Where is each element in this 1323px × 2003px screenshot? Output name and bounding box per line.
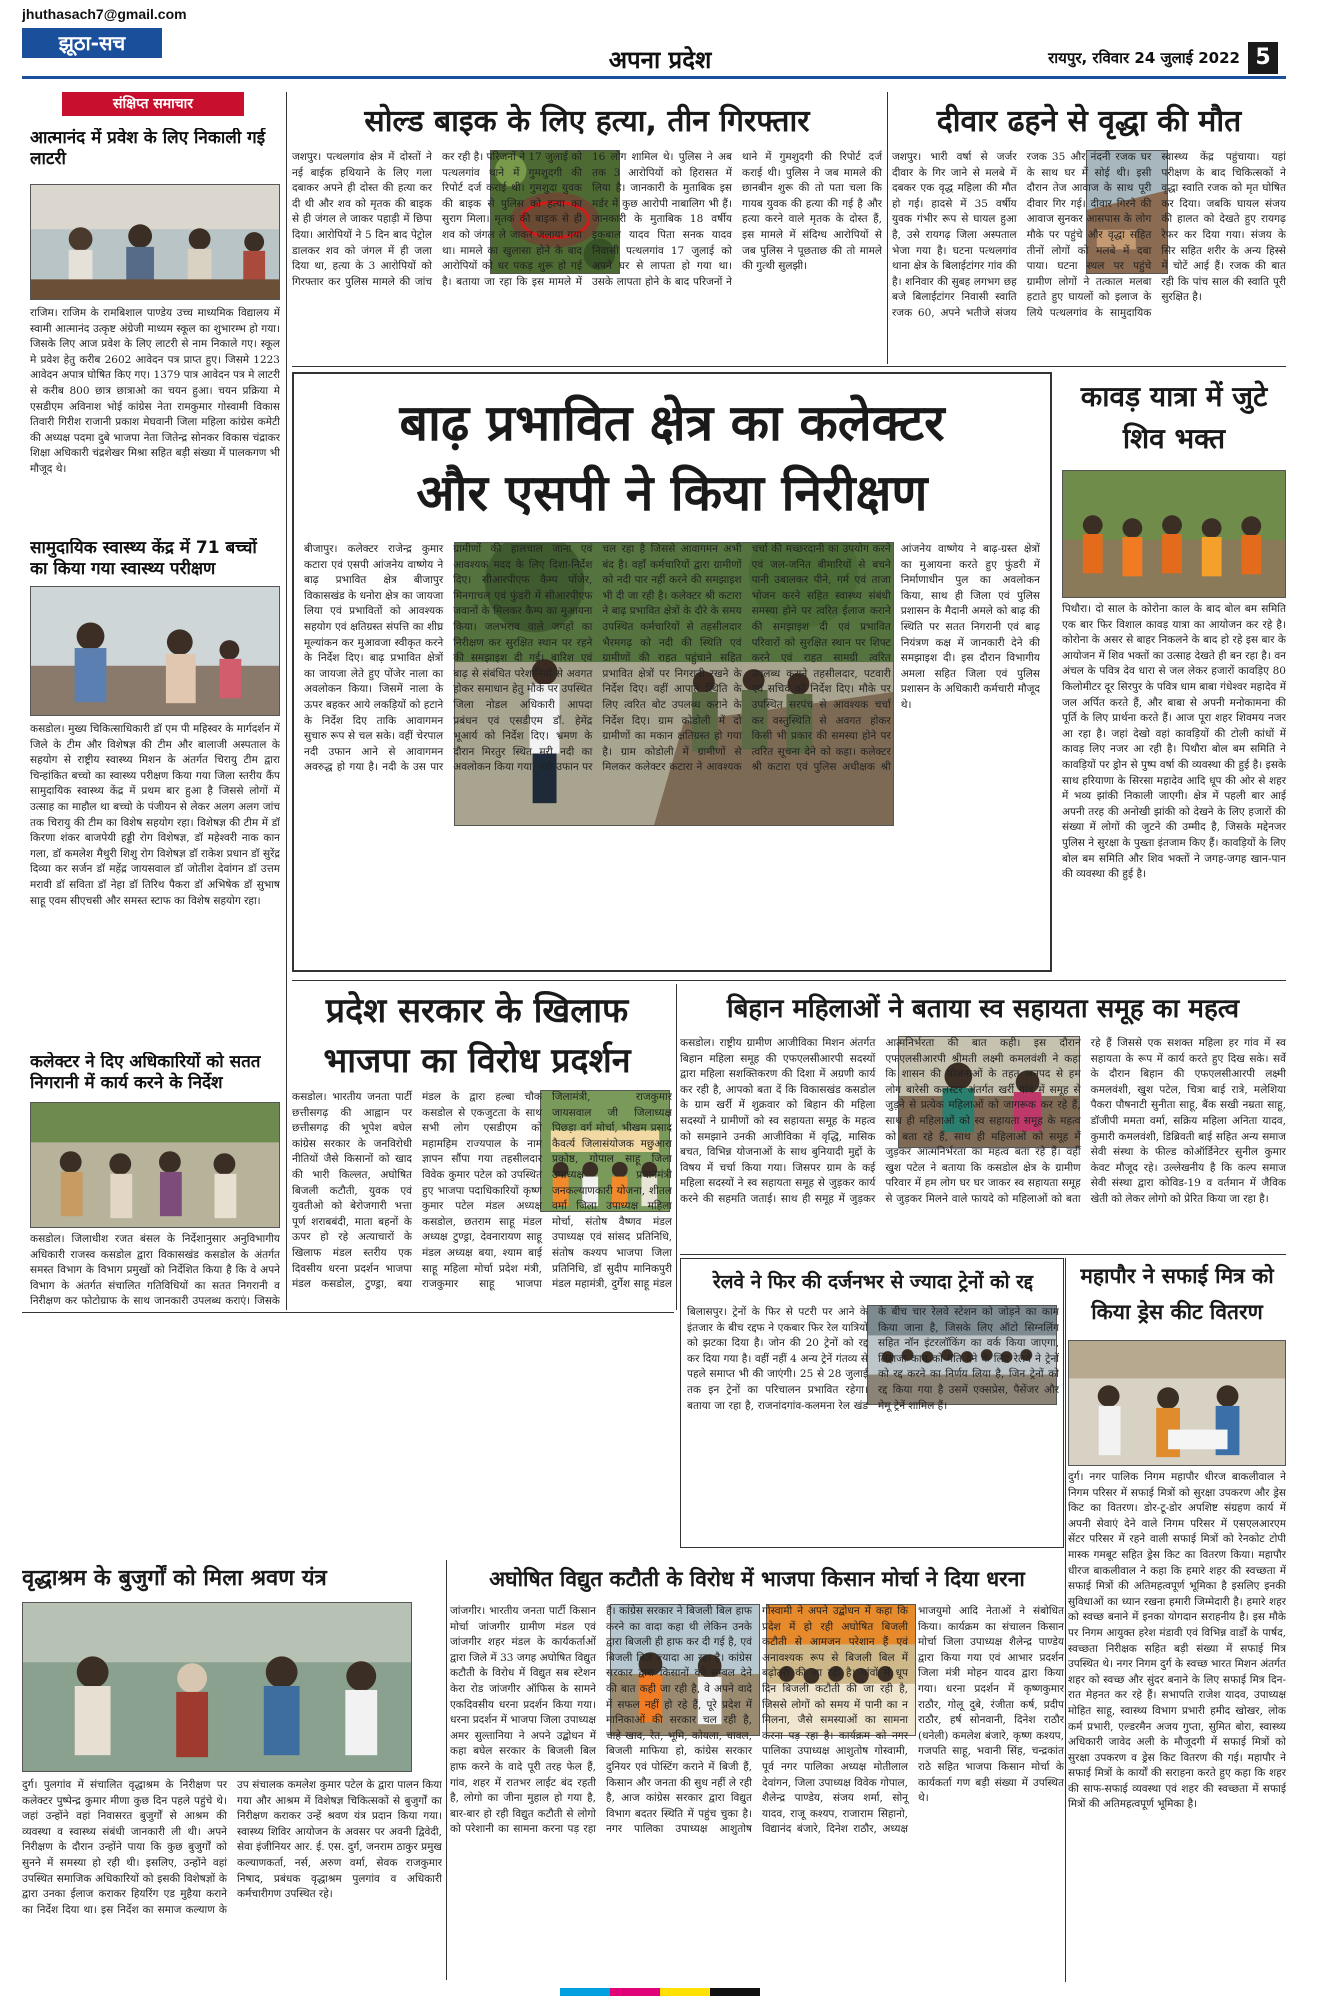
row-divider bbox=[292, 980, 1286, 981]
masthead bbox=[0, 0, 1323, 82]
photo-kawad-yatra bbox=[1062, 470, 1286, 598]
page-number: 5 bbox=[1248, 42, 1278, 74]
sidebar-label: संक्षिप्त समाचार bbox=[62, 92, 244, 116]
story-body: जशपुर। भारी वर्षा से जर्जर दीवार के गिर जाने से मलबे में दबकर एक वृद्ध महिला की मौत हो गई। हादसे में 35 वर्षीय युवक गंभीर रूप से घायल हुआ है, उसे रायगढ़ जिला अस्पताल भेजा गया है। घटना पत्थलगांव थाना क्षेत्र के बिलाईटांगर गांव की है। शनिवार की सुबह लगभग छह बजे बिलाईटांगर निवासी स्वाति रजक 60, अपने भतीजे संजय रजक 35 और नंदनी रजक घर के साथ घर में सोई थी। इसी दौरान तेज आवाज के साथ पूरी दीवार गिर गई। दीवार गिरने की आवाज सुनकर आसपास के लोग मौके पर पहुंचे और वृद्धा सहित तीनों लोगों को मलबे में दबा पाया। घटना स्थल पर पहुंचे ग्रामीण लोगों ने तत्काल मलबा हटाते हुए घायलों को इलाज के लिये पत्थलगांव के सामुदायिक स्वास्थ्य केंद्र पहुंचाया। यहां परीक्षण के बाद चिकित्सकों ने वृद्धा स्वाति रजक को मृत घोषित कर दिया। जबकि घायल संजय की हालत को देखते हुए रायगढ़ रेफर कर दिया गया। संजय के सिर सहित शरीर के अन्य हिस्से में चोटें आई हैं। रजक की बात रही कि पांच साल की स्वाति पूरी सुरक्षित है। bbox=[892, 151, 1286, 319]
story-headline[interactable]: वृद्धाश्रम के बुजुर्गों को मिला श्रवण यंत्र bbox=[22, 1566, 327, 1591]
column-divider bbox=[676, 984, 677, 1310]
story-body: दुर्ग। नगर पालिक निगम महापौर धीरज बाकलीवाल ने निगम परिसर में सफाई मित्रों को सुरक्षा उपकरण और ड्रेस किट का वितरण। डोर-टू-डोर अपशिष्ट संग्रहण कार्य में अपनी सेवाएं देने वाले निगम परिसर में एसएलआरएम सेंटर परिसर में रहने वाली सफाई मित्रों को रेनकोट टोपी मास्क गमबूट सहित ड्रेस किट का वितरण किया। महापौर धीरज बाकलीवाल ने कहा कि हमारे शहर की स्वच्छता में सफाई मित्रों की अतिमहत्वपूर्ण भूमिका है इसलिए इनकी सुविधाओं का ध्यान रखना हमारी जिम्मेदारी है। हमारे शहर को स्वच्छ बनाने में इनका योगदान सराहनीय है। इस मौके पर निगम आयुक्त हरेश मंडावी एवं विभिन्न वार्डों के पार्षद, स्वच्छता निरीक्षक सहित बड़ी संख्या में सफाई मित्र उपस्थित थे। नगर निगम दुर्ग के स्वच्छ भारत मिशन अंतर्गत शहर को स्वच्छ और सुंदर बनाने के लिए सफाई मित्र दिन-रात मेहनत कर रहे हैं। सभापति राजेश यादव, उपाध्यक्ष मोहित साहू, स्वास्थ्य विभाग प्रभारी हमीद खोखर, लोक कर्म प्रभारी, एल्डरमैन अजय गुप्ता, सुमित बोरा, स्वास्थ्य अधिकारी जावेद अली के मौजूदगी में सफाई मित्रों को सुरक्षा उपकरण व ड्रेस किट वितरण की गई। महापौर ने सफाई मित्रों के कार्यों की सराहना करते हुए कहा कि शहर की साफ-सफाई व्यवस्था एवं शहर की स्वच्छता में सफाई मित्रों की अतिमहत्वपूर्ण भूमिका है। bbox=[1068, 1471, 1286, 1811]
lead-headline-2[interactable]: और एसपी ने किया निरीक्षण bbox=[416, 464, 928, 522]
print-registration-bar bbox=[560, 1988, 760, 1996]
sidebar-story-body: कसडोल। जिलाधीश रजत बंसल के निर्देशानुसार अनुविभागीय अधिकारी राजस्व कसडोल द्वारा विकासखंड कसडोल के अंतर्गत समस्त विभाग के विभाग प्रमुखों को निर्देशित किया है कि वे अपने विभाग के अंतर्गत संचालित गतिविधियों का सतत निगरानी व निरीक्षण कर फोटोग्राफ के साथ जानकारी उपलब्ध कराएं। जिसके bbox=[30, 1233, 280, 1308]
sidebar-divider bbox=[286, 92, 287, 1310]
section-title: अपना प्रदेश bbox=[608, 46, 712, 74]
row-divider bbox=[292, 366, 1286, 367]
lead-body: बीजापुर। कलेक्टर राजेन्द्र कुमार कटारा एवं एसपी आंजनेय वाष्णेय ने बाढ़ प्रभावित क्षेत्र बीजापुर विकासखंड के धनोरा क्षेत्र का जायजा लिया एवं प्रभावितों को आवश्यक सहयोग एवं क्षतिग्रस्त संपत्ति का शीघ्र मूल्यांकन कर मुआवजा स्वीकृत करने के निर्देश दिए। बाढ़ प्रभावित क्षेत्रों का जायजा लेते हुए पोंजेर नाला का अवलोकन किया। जिसमें नाला के ऊपर बहकर आये लकड़ियों को हटाने के निर्देश दिए ताकि आवागमन सुचारु रूप से चल सके। वहीं चेरपाल नदी उफान आने से आवागमन अवरुद्ध हो गया है। नदी के उस पार ग्रामीणों की हालचाल जाना एवं आवश्यक मदद के लिए दिशा-निर्देश दिए। सीआरपीएफ कैम्प पोंजेर, मिनगाचल एवं फुंडरी में सीआरपीएफ जवानों के मिलकर कैम्प का मुआयना किया। जलभराव वाले जगहों का निरीक्षण कर सुरक्षित स्थान पर रहने की समझाइश दी गई। बारिश एवं बाढ़ से संबंधित परेशानियों से अवगत होकर समाधान हेतु मौके पर उपस्थित जिला नोडल अधिकारी आपदा प्रबंधन एवं एसडीएम डॉ. हेमेंद्र भूआर्य को निर्देश दिए। भ्रमण के दौरान मिरतुर स्थित मरी नदी का अवलोकन किया गया, नदी उफान पर चल रहा है जिससे आवागमन अभी बंद है। वहाँ कर्मचारियों द्वारा ग्रामीणों को नदी पार नहीं करने की समझाइश भी दी जा रही है। कलेक्टर श्री कटारा ने बाढ़ प्रभावित क्षेत्रों के दौरे के समय उपस्थित कर्मचारियों से तहसीलदार भैरमगढ़ को नदी की स्थिति एवं ग्रामीणों की राहत पहुंचाने सहित प्रभावित क्षेत्रों पर निगरानी रखने के निर्देश दिए। वहीं आपात स्थिति के लिए त्वरित बोट उपलब्ध कराने के निर्देश दिए। ग्राम कोडोली में दो ग्रामीणों का मकान क्षतिग्रस्त हो गया है। ग्राम कोडोली में ग्रामीणों से मिलकर कलेक्टर कटारा ने आवश्यक चर्चा की मच्छरदानी का उपयोग करने एवं जल-जनित बीमारियों से बचने पानी उबालकर पीने, गर्म एवं ताजा भोजन करने सहित स्वास्थ्य संबंधी समस्या होने पर त्वरित ईलाज कराने की समझाइश दी एवं प्रभावित परिवारों को सुरक्षित स्थान पर शिफ्ट करने एवं राहत सामग्री त्वरित उपलब्ध कराने तहसीलदार, पटवारी एवं सचिव को निर्देश दिए। मौके पर उपस्थित सरपंच से आवश्यक चर्चा कर वस्तुस्थिति से अवगत होकर किसी भी प्रकार की समस्या होने पर त्वरित सूचना देने को कहा। कलेक्टर श्री कटारा एवं पुलिस अधीक्षक श्री आंजनेय वाष्णेय ने बाढ़-ग्रस्त क्षेत्रों का मुआयना करते हुए फुंडरी में निर्माणाधीन पुल का अवलोकन किया, साथ ही जिला एवं पुलिस प्रशासन के मैदानी अमले को बाढ़ की स्थिति पर सतत निगरानी एवं बाढ़ नियंत्रण कक्ष में जानकारी देने की समझाइश दी। इस दौरान विभागीय अमला सहित जिला एवं पुलिस प्रशासन के अधिकारी कर्मचारी मौजूद थे। bbox=[304, 543, 1040, 774]
story-headline[interactable]: रेलवे ने फिर की दर्जनभर से ज्यादा ट्रेनों को रद्द bbox=[712, 1271, 1034, 1293]
sidebar-story-body: कसडोल। मुख्य चिकित्साधिकारी डॉ एम पी महिस्वर के मार्गदर्शन में जिले के टीम और विशेषज्ञ की टीम और बालाजी अस्पताल के सहयोग से राष्ट्रीय स्वास्थ्य मिशन के अंतर्गत चिरायु टीम द्वारा चिन्हांकित बच्चो का स्वास्थ्य परीक्षण किया गया जिला स्तरीय कैंप सामुदायिक स्वास्थ्य केंद्र में प्रथम बार हुआ है जिससे लोगों में उत्साह का माहौल था बच्चो के पंजीयन से लेकर अलग अलग जांच तक चिरायु की टीम का विशेष सहयोग रहा। विशेषज्ञ की टीम में डॉ किरणा शंकर बाजपेयी हड्डी रोग विशेषज्ञ, डॉ महेश्वरी नाक कान गला, डॉ कमलेश मैथुरी शिशु रोग विशेषज्ञ डॉ राकेश प्रधान डॉ सुरेंद्र दिव्या कर सर्जन डॉ महेंद्र जायसवाल डॉ जोतीश देवांगन डॉ उत्तम मरावी डॉ सविता डॉ नेहा डॉ तिरिथ पैकरा डॉ अभिषेक डॉ सुभाष साहू एवम सीएचसी और समस्त स्टाफ का विशेष सहयोग रहा। bbox=[30, 723, 280, 907]
story-headline[interactable]: सोल्ड बाइक के लिए हत्या, तीन गिरफ्तार bbox=[364, 104, 810, 139]
story-headline-2[interactable]: भाजपा का विरोध प्रदर्शन bbox=[323, 1041, 631, 1081]
sidebar-story-title[interactable]: आत्मानंद में प्रवेश के लिए निकाली गई लाटरी bbox=[30, 128, 266, 169]
dateline: रायपुर, रविवार 24 जुलाई 2022 bbox=[1048, 49, 1240, 67]
photo-hearing-aid bbox=[22, 1602, 412, 1772]
story-headline-1[interactable]: प्रदेश सरकार के खिलाफ bbox=[325, 991, 629, 1031]
story-headline[interactable]: अघोषित विद्युत कटौती के विरोध में भाजपा किसान मोर्चा ने दिया धरना bbox=[489, 1567, 1025, 1591]
sidebar bbox=[22, 92, 284, 1310]
sidebar-story-title[interactable]: कलेक्टर ने दिए अधिकारियों को सतत निगरानी में कार्य करने के निर्देश bbox=[30, 1052, 261, 1093]
column-divider bbox=[446, 1560, 447, 1980]
masthead-email[interactable]: jhuthasach7@gmail.com bbox=[22, 6, 187, 22]
story-headline[interactable]: महापौर ने सफाई मित्र को किया ड्रेस कीट वितरण bbox=[1080, 1264, 1274, 1324]
story-body: जशपुर। पत्थलगांव क्षेत्र में दोस्तों ने नई बाईक हथियाने के लिए गला दबाकर अपने ही दोस्त की हत्या कर दी थी और शव को मृतक की बाइक से ही जंगल ले जाकर पहाड़ी में छिपा दिया। आरोपियों ने 5 दिन बाद पेट्रोल डालकर शव को जंगल में ही जला दिया था, हत्या के 3 आरोपियों को गिरफ्तार कर पुलिस मामले की जांच कर रही है। परिजनों ने 17 जुलाई को पत्थलगांव थाने में गुमशुदगी की रिपोर्ट दर्ज कराई थी। गुमशुदा युवक की बाइक से पुलिस को हत्या का सुराग मिला। मृतक की बाइक से ही शव को जंगल ले जाकर जलाया गया था। मामले का खुलासा होने के बाद आरोपियों को धर पकड़ शुरू हो गई है। बताया जा रहा कि इस मामले में 16 लोग शामिल थे। पुलिस ने अब तक 3 आरोपियों को हिरासत में लिया है। जानकारी के मुताबिक इस मर्डर में कुछ आरोपी नाबालिग भी हैं। जानकारी के मुताबिक 18 वर्षीय इकबाल यादव पिता सनक यादव निवासी पत्थलगांव 17 जुलाई को अपने घर से लापता हो गया था। उसके लापता होने के बाद परिजनों ने थाने में गुमशुदगी की रिपोर्ट दर्ज कराई थी। पुलिस ने जब मामले की छानबीन शुरू की तो पता चला कि गायब युवक की हत्या की गई है और हत्या करने वाले मृतक के दोस्त हैं, इस मामले में संदिग्ध आरोपियों से जब पुलिस ने पूछताछ की तो मामले की गुत्थी सुलझी। bbox=[292, 151, 882, 288]
story-headline[interactable]: बिहान महिलाओं ने बताया स्व सहायता समूह का महत्व bbox=[726, 994, 1240, 1024]
trains-story-box bbox=[680, 1258, 1064, 1548]
story-body: पिथौरा। दो साल के कोरोना काल के बाद बोल बम समिति एक बार फिर विशाल कावड़ यात्रा का आयोजन कर रहे है। कोरोना के असर से बाहर निकलने के बाद हो रहे इस बार के आयोजन में शिव भक्तों का उत्साह देखते ही बन रहा है। वन अंचल के पवित्र देव धारा से जल लेकर हजारों कावड़िए 80 किलोमीटर दूर सिरपुर के पवित्र धाम बाबा गंधेश्वर महादेव में जल अर्पित करते हैं, और बाबा से अपनी मनोकामना की पूर्ति के लिए प्रार्थना करते हैं। आज पूरा शहर शिवमय नजर आ रहा है। जहां देखो वहां कावड़ियों की टोली कांधों में कावड़ लिए नजर आ रही है। पिथौरा बोल बम समिति ने कावड़ियों पर ड्रोन से पुष्प वर्षा की व्यवस्था की हुई है। इसके साथ हरियाणा के सिरसा महादेव आदि धूप की ओर से शहर में भव्य झांकी निकाली जाएगी। क्षेत्र में पहली बार आई अपनी तरह की अनोखी झांकी को देखने के लिए हजारों की संख्या में लोगों की जुटने की उम्मीद है, जिसके मद्देनजर पुलिस ने सुरक्षा के पुख्ता इंतजाम किए हैं। कावड़ियों के लिए बोल बम समिति और शिव भक्तों ने जगह-जगह खान-पान की व्यवस्था की हुई है। bbox=[1062, 603, 1286, 881]
story-headline[interactable]: दीवार ढहने से वृद्धा की मौत bbox=[936, 104, 1242, 139]
story-body: कसडोल। भारतीय जनता पार्टी छत्तीसगढ़ की आह्वान पर छत्तीसगढ़ की भूपेश बघेल कांग्रेस सरकार के जनविरोधी नीतियों जैसे किसानों को खाद की भारी किल्लत, अघोषित बिजली कटौती, युवक एवं युवतीओ को बेरोजगारी भत्ता पूर्ण शराबबंदी, माता बहनों के ऊपर हो रहे अत्याचारों के खिलाफ मंडल स्तरीय एक दिवसीय धरना प्रदर्शन भाजपा मंडल कसडोल, टुण्ड्रा, बया मंडल के द्वारा हल्बा चौक कसडोल से एकजुटता के साथ सभी लोग एसडीएम को महामहिम राज्यपाल के नाम ज्ञापन सौंपा गया तहसीलदार विवेक कुमार पटेल को उपस्थित हुए भाजपा पदाधिकारियों कृष्ण कुमार पटेल मंडल अध्यक्ष कसडोल, छतराम साहू मंडल अध्यक्ष टुण्ड्रा, देवनारायण साहू मंडल अध्यक्ष बया, श्याम बाई साहू महिला मोर्चा प्रदेश मंत्री, राजकुमार साहू भाजपा जिलामंत्री, राजकुमार जायसवाल जी जिलाध्यक्ष पिछड़ा वर्ग मोर्चा, भीखम प्रसाद कैवर्त्य जिलासंयोजक मछुआरा प्रकोष्ठ, गोपाल साहू जिला उपाध्यक्ष प्रधानमंत्री जनकल्याणकारी योजना, शीतल वर्मा जिला उपाध्यक्ष महिला मोर्चा, संतोष वैष्णव मंडल उपाध्यक्ष एवं सांसद प्रतिनिधि, संतोष कश्यप भाजपा जिला प्रतिनिधि, डॉ सुदीप मानिकपुरी मंडल महामंत्री, दुर्गेश साहू मंडल bbox=[292, 1091, 672, 1291]
sidebar-story-title[interactable]: सामुदायिक स्वास्थ्य केंद्र में 71 बच्चों का किया गया स्वास्थ्य परीक्षण bbox=[30, 538, 257, 579]
row-divider bbox=[22, 1312, 674, 1313]
story-body: बिलासपुर। ट्रेनों के फिर से पटरी पर आने के इंतजार के बीच रद्दफ ने एकबार फिर रेल यात्रियों को झटका दिया है। जोन की 20 ट्रेनों को रद्द कर दिया गया है। वहीं नहीं 4 अन्य ट्रेनें गंतव्य से पहले समाप्त भी की जाएंगी। 25 से 28 जुलाई तक इन ट्रेनों का परिचालन प्रभावित रहेगा। बताया जा रहा है, राजनांदगांव-कलमना रेल खंड के बीच चार रेलवे स्टेशन को जोड़ने का काम किया जाना है, जिसके लिए ऑटो सिग्नलिंग सहित नॉन इंटरलॉकिंग का वर्क किया जाएगा, लिहाजा काम को गति देने के लिए रेलवे ने ट्रेनों को रद्द करने का निर्णय लिया है, जिन ट्रेनों को रद्द किया गया है उसमें एक्सप्रेस, पैसेंजर और मेमू ट्रेनें शामिल हैं। bbox=[687, 1306, 1059, 1412]
sidebar-photo-health bbox=[30, 586, 280, 716]
sidebar-photo-lottery bbox=[30, 184, 280, 300]
sidebar-photo-hostel bbox=[30, 1102, 280, 1228]
column-divider bbox=[1065, 1258, 1066, 1982]
story-headline[interactable]: कावड़ यात्रा में जुटे शिव भक्त bbox=[1080, 380, 1268, 455]
sidebar-story-body: राजिम। राजिम के रामबिशाल पाण्डेय उच्च माध्यमिक विद्यालय में स्वामी आत्मानंद उत्कृष्ट अंग्रेजी माध्यम स्कूल का शुभारम्भ हो गया। जिसके लिए आज प्रवेश के लिए लाटरी से नाम निकाले गए। स्कूल मे प्रवेश हेतु करीब 2602 आवेदन पत्र प्राप्त हुए। जिसमे 1223 आवेदन अपात्र घोषित किए गए। 1379 पात्र आवेदन पत्र मे लाटरी से करीब 800 छात्र छात्राओ का चयन हुआ। चयन प्रक्रिया मे एसडीएम अविनाश भोई कांग्रेस नेता रामकुमार गोस्वामी विकास तिवारी गिरीश राजानी प्रकाश मेघवानी जिला महिला कांग्रेस कमेटी की अध्यक्ष पदमा दुबे भाजपा नेता जितेन्द्र सोनकर विकास चंद्राकर शिक्षा अधिकारी चंद्रशेखर मिश्रा सहित बड़ी संख्या में पालकगण भी मौजूद थे। bbox=[30, 307, 280, 475]
photo-dress-kit-distribution bbox=[1068, 1340, 1286, 1466]
story-body: कसडोल। राष्ट्रीय ग्रामीण आजीविका मिशन अंतर्गत बिहान महिला समूह की एफएलसीआरपी सदस्यों द्वारा महिला सशक्तिकरण की दिशा में अग्रणी कार्य कर रही है, आपको बता दें कि विकासखंड कसडोल के ग्राम खर्री में शुक्रवार को बिहान की महिला सदस्यों ने ग्रामीणों को स्व सहायता समूह के महत्व को समझाने उनकी आजीविका में वृद्धि, मासिक बचत, विभिन्न योजनाओं के साथ बुनियादी मुद्दों के विषय में चर्चा किया गया। जिसपर ग्राम के कई महिला सदस्यों ने स्व सहायता समूह से जुड़कर कार्य करने की सहमति जताई। साथ ही समूह में जुड़कर आत्मनिर्भरता की बात कही। इस दौरान एफएलसीआरपी श्रीमती लक्ष्मी कमलवंशी ने कहा कि शासन की योजनाओं के तहत जनपद से हम लोग बारेसी कलस्टर अंतर्गत खर्री गांव में समूह से जुड़ने से प्रत्येक महिलाओं को जागरूक कर रहे हैं, साथ ही महिलाओं को स्व सहायता समूह के महत्व को बता रहे हैं, साथ ही महिलाओं को समूह में जुड़कर आत्मनिर्भरता का महत्व बता रहे हैं। वहीं खुश पटेल ने बताया कि कसडोल क्षेत्र के ग्रामीण परिवार में हम लोग घर घर जाकर स्व सहायता समूह से जुड़कर मिलने वाले फायदे को महिलाओं को बता रहे हैं जिससे एक सशक्त महिला हर गांव में स्व सहायता के रूप में कार्य करते हुए दिख सके। सर्वे के दौरान बिहान की एफएलसीआरपी लक्ष्मी कमलवंशी, खुश पटेल, चित्रा बाई रात्रे, मलेशिया पैकरा पौषनाटी सुनीता साहू, बैंक सखी नम्रता साहू, डॉजीपी ममता वर्मा, सक्रिय महिला अनिता यादव, कुमारी कमलवंशी, डिब्रिवती बाई सहित अन्य समाज सेवी संस्था के फील्ड कोऑर्डिनेटर सुनील कुमार केवट मौजूद रहे। उल्लेखनीय है कि कल्प समाज सेवी संस्था द्वारा कोविड-19 व वर्तमान में जैविक खेती को लेकर लोगो को प्रेरित किया जा रहा है। bbox=[680, 1037, 1286, 1205]
story-body: दुर्ग। पुलगांव में संचालित वृद्धाश्रम के निरीक्षण पर कलेक्टर पुष्पेन्द्र कुमार मीणा कुछ दिन पहले पहुंचे थे। जहां उन्होंने वहां निवासरत बुजुर्गों से आश्रम की व्यवस्था व स्वास्थ्य संबंधी जानकारी ली थी। अपने निरीक्षण के दौरान उन्होंने पाया कि कुछ बुजुर्गों को सुनने में समस्या हो रही थी। इसलिए, उन्होंने वहां उपस्थित समाजिक अधिकारियों को इसकी विशेषज्ञों के द्वारा उनका ईलाज कराकर हियरिंग एड मुहैया कराने का निर्देश दिया था। इस निर्देश का समाज कल्याण के उप संचालक कमलेश कुमार पटेल के द्वारा पालन किया गया और आश्रम में विशेषज्ञ चिकित्सकों से बुजुर्गों का निरीक्षण कराकर उन्हें श्रवण यंत्र प्रदान किया गया। स्वास्थ्य शिविर आयोजन के अवसर पर अवनी द्विवेदी, सेवा इंजीनियर आर. ई. एस. दुर्ग, जनराम ठाकुर प्रमुख कल्याणकर्ता, नर्स, अरुण वर्मा, सेवक राजकुमार निषाद, प्रबंधक वृद्धाश्रम पुलगांव व अधिकारी कर्मचारीगण उपस्थित रहे। bbox=[22, 1779, 442, 1916]
lead-headline-1[interactable]: बाढ़ प्रभावित क्षेत्र का कलेक्टर bbox=[399, 394, 945, 452]
lead-story-box bbox=[292, 372, 1052, 972]
row-divider bbox=[680, 1254, 1286, 1255]
column-divider bbox=[887, 92, 888, 364]
story-body: जांजगीर। भारतीय जनता पार्टी किसान मोर्चा जांजगीर ग्रामीण मंडल एवं जांजगीर शहर मंडल के कार्यकर्ताओं द्वारा जिले में 33 जगह अघोषित विद्युत कटौती के विरोध में विद्युत सब स्टेशन केरा रोड जांजगीर ऑफिस के सामने एकदिवसीय धरना प्रदर्शन किया गया। धरना प्रदर्शन में भाजपा जिला उपाध्यक्ष अमर सुल्तानिया ने अपने उद्बोधन में कहा बघेल सरकार के बिजली बिल हाफ करने के वादे पूरी तरह फेल हैं, गांव, शहर में रातभर लाईट बंद रहती है, लोगो का जीना मुहाल हो गया है, बार-बार हो रही विद्युत कटौती से लोगो को परेशानी का सामना करना पड़ रहा है। कांग्रेस सरकार ने बिजली बिल हाफ करने का वादा कहा थी लेकिन उनके द्वारा बिजली ही हाफ कर दी गई है, एवं बिजली बिल ज्यादा आ रहा है। कांग्रेस सरकार द्वारा किसानों को सम्बल देने की बात कही जा रही है, वे अपने वादे में सफल नहीं हो रहे हैं, पूरे प्रदेश में मानिकाओं की सरकार चल रही है, चाहे खाद, रेत, भूमि, कोयला, चावल, बिजली माफिया हो, कांग्रेस सरकार दुनियर एवं पोस्टिंग कराने में बिजी हैं, किसान और जनता की सुध नहीं ले रही है, आज कांग्रेस सरकार द्वारा विद्युत विभाग बदतर स्थिति में पहुंच चुका है। नगर पालिका उपाध्यक्ष आशुतोष गोस्वामी ने अपने उद्बोधन में कहा कि प्रदेश में हो रही अघोषित बिजली कटौती से आमजन परेशान हैं एवं अनावश्यक रूप से बिजली बिल में बढ़ोतरी की जा रही है। गांवों में धूप दिन बिजली कटौती की जा रही है, जिससे लोगों को समय में पानी का न मिलना, जैसे समस्याओं का सामना करना पड़ रहा है। कार्यक्रम को नगर पालिका उपाध्यक्ष आशुतोष गोस्वामी, पूर्व नगर पालिका अध्यक्ष मोतीलाल देवांगन, जिला उपाध्यक्ष विवेक गोपाल, शैलेन्द्र पाण्डेय, संजय शर्मा, सोनू यादव, राजू कश्यप, राजाराम सिहानो, विद्यानंद बंजारे, दिनेश राठौर, अध्यक्ष भाजयुमो आदि नेताओं ने संबोधित किया। कार्यक्रम का संचालन किसान मोर्चा जिला उपाध्यक्ष शैलेन्द्र पाण्डेय द्वारा किया गया एवं आभार प्रदर्शन जिला मंत्री मोहन यादव द्वारा किया गया। धरना प्रदर्शन में कृष्णकुमार राठौर, गोलू दुबे, रंजीता कर्ष, प्रदीप राठौर, हर्ष सोनवानी, दिनेश राठौर (धनेली) कमलेश बंजारे, कृष्ण कश्यप, गजपति साहू, भवानी सिंह, चन्द्रकांत राठे सहित भाजपा किसान मोर्चा के कार्यकर्ता गण बड़ी संख्या में उपस्थित थे। bbox=[450, 1605, 1064, 1836]
paper-name-logo: झूठा-सच bbox=[22, 28, 162, 58]
masthead-rule bbox=[22, 76, 1286, 79]
